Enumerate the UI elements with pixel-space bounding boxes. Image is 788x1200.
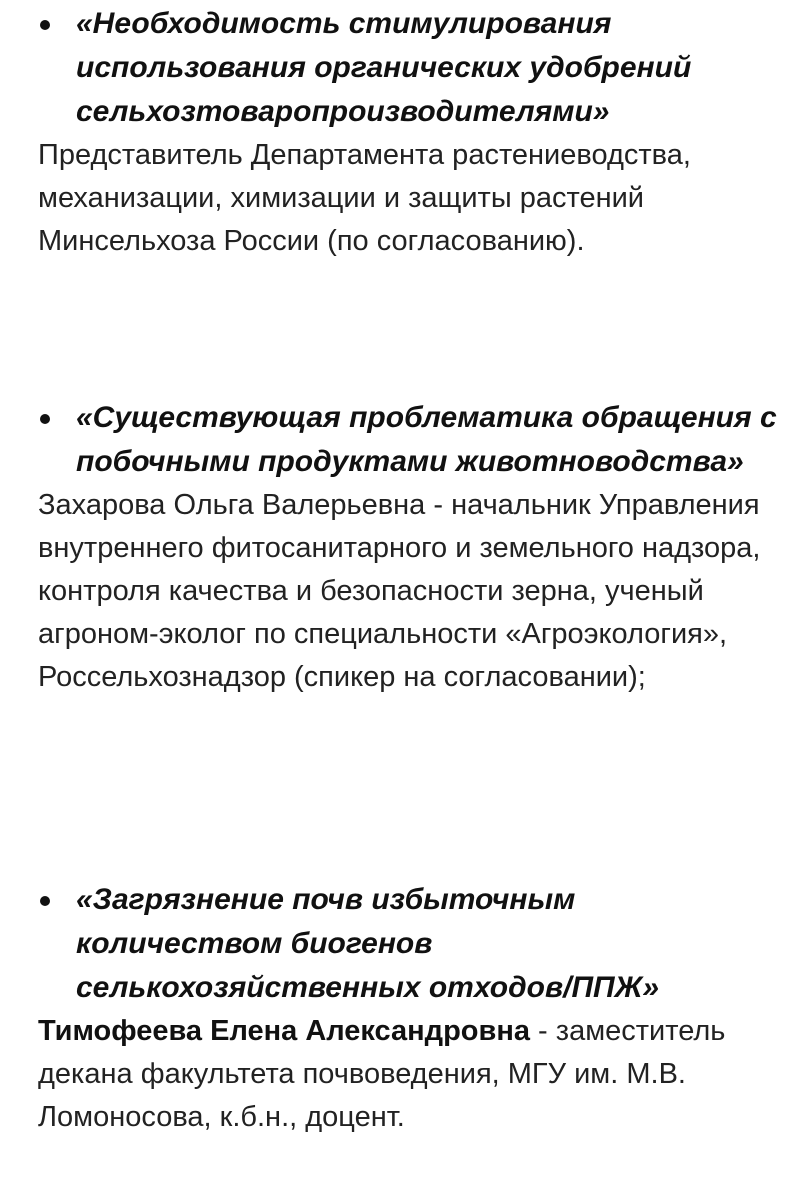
talk-title-text: «Загрязнение почв избыточным количеством биогенов селькохозяйственных отходов/ППЖ» (76, 883, 660, 1004)
talk-speaker (38, 1010, 778, 1139)
bullet-icon (40, 896, 50, 906)
talk-item (38, 878, 778, 1139)
bullet-icon (40, 414, 50, 424)
speaker-description: Представитель Департамента растениеводства, механизации, химизации и защиты растений Минсельхоза России (по согласованию). (38, 139, 691, 257)
talk-title (38, 396, 778, 484)
talk-title-text: «Существующая проблематика обращения с побочными продуктами животноводства» (76, 401, 777, 478)
speaker-description: Захарова Ольга Валерьевна - начальник Управления внутреннего фитосанитарного и земельного надзора, контроля качества и безопасности зерна, ученый агроном-эколог по специальности «Агроэкология», Россельхознадзор (спикер на согласовании); (38, 489, 761, 693)
talk-speaker (38, 134, 778, 263)
bullet-icon (40, 20, 50, 30)
talk-title (38, 878, 778, 1010)
talk-item (38, 2, 778, 263)
talk-title (38, 2, 778, 134)
speaker-description: - заместитель декана факультета почвоведения, МГУ им. М.В. Ломоносова, к.б.н., доцент. (38, 1015, 726, 1133)
talk-item (38, 396, 778, 699)
talk-title-text: «Необходимость стимулирования использования органических удобрений сельхозтоваропроизводителями» (76, 7, 692, 128)
speaker-name: Тимофеева Елена Александровна (38, 1015, 530, 1047)
talk-speaker (38, 484, 778, 699)
